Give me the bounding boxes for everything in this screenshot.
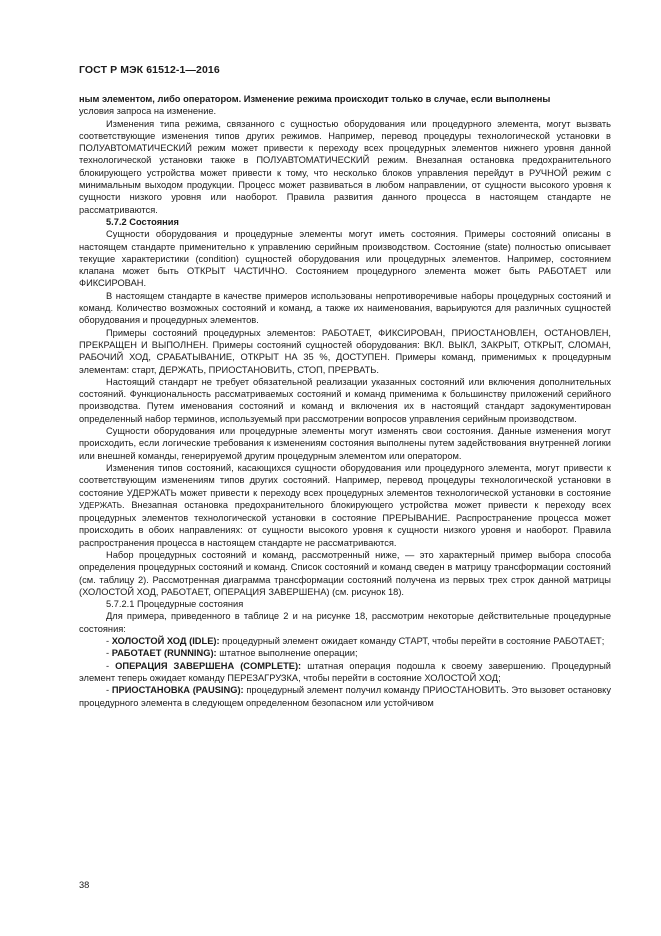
section-heading-5-7-2: 5.7.2 Состояния bbox=[106, 216, 179, 227]
paragraph-lead-continuation: условия запроса на изменение. bbox=[79, 106, 217, 117]
paragraph-state-set: Набор процедурных состояний и команд, рассмотренный ниже, — это характерный пример выбора способа определения процедурных состояний и команд. Список состояний и команд сведен в матрицу трансформации состояний (см. таблицу 2). Рассмотренная диаграмма трансформации состояний получена из первых трех строк данной матрицы (ХОЛОСТОЙ ХОД, РАБОТАЕТ, ОПЕРАЦИЯ ЗАВЕРШЕНА) (см. рисунок 18). bbox=[79, 549, 611, 597]
paragraph-states-examples: Примеры состояний процедурных элементов: РАБОТАЕТ, ФИКСИРОВАН, ПРИОСТАНОВЛЕН, ОСТАНОВЛЕН, ПРЕКРАЩЕН И ВЫПОЛНЕН. Примеры состояний сущностей оборудования: ВКЛ. ВЫКЛ, ЗАКРЫТ, ОТКРЫТ, СЛОМАН, РАБОЧИЙ ХОД, СРАБАТЫВАНИЕ, ОТКРЫТ НА 35 %, ДОСТУПЕН. Примеры команд, применимых к процедурным элементам: старт, ДЕРЖАТЬ, ПРИОСТАНОВИТЬ, СТОП, ПРЕРВАТЬ. bbox=[79, 327, 611, 375]
paragraph-states-sets: В настоящем стандарте в качестве примеров использованы непротиворечивые наборы процедурных состояний и команд. Количество возможных состояний и команд, а также их наименования, варьируются для различных сущностей оборудования и процедурных элементов. bbox=[79, 290, 611, 326]
paragraph-mode-changes: Изменения типа режима, связанного с сущностью оборудования или процедурного элемента, могут вызвать соответствующие изменения типов других режимов. Например, перевод процедуры технологической установки в ПОЛУАВТОМАТИЧЕСКИЙ режим может привести к переходу всех процедурных элементов нижнего уровня данной технологической установки также в ПОЛУАВТОМАТИЧЕСКИЙ режим. Внезапная остановка предохранительного блокирующего устройства может привести к тому, что несколько блоков управления перейдут в РУЧНОЙ режим с минимальным выходом продукции. Процесс может развиваться в любом направлении, от сущности высокого уровня к сущности низкого уровня или наоборот. Правила развития данного процесса в настоящем стандарте не рассматриваются. bbox=[79, 118, 611, 215]
section-heading-5-7-2-1: 5.7.2.1 Процедурные состояния bbox=[106, 599, 244, 610]
paragraph-procedural-states-intro: Для примера, приведенного в таблице 2 и на рисунке 18, рассмотрим некоторые действительные процедурные состояния: bbox=[79, 611, 611, 634]
list-item: - РАБОТАЕТ (RUNNING): штатное выполнение операции; bbox=[106, 648, 358, 659]
page-number: 38 bbox=[79, 880, 90, 890]
paragraph-states-intro: Сущности оборудования и процедурные элементы могут иметь состояния. Примеры состояний описаны в настоящем стандарте применительно к управлению серийным производством. Состояние (state) полностью описывает текущие характеристики (condition) сущностей оборудования или процедурных элементов. Например, состоянием клапана может быть ОТКРЫТ ЧАСТИЧНО. Состоянием процедурного элемента может быть РАБОТАЕТ или ФИКСИРОВАН. bbox=[79, 229, 611, 289]
paragraph-states-change: Сущности оборудования или процедурные элементы могут изменять свои состояния. Данные изменения могут происходить, если логические требования к изменениям состояния выполнены путем задействования внутренней логики или внешней команды, генерируемой другим процедурным элементом или оператором. bbox=[79, 426, 611, 461]
paragraph-lead: ным элементом, либо оператором. Изменение режима происходит только в случае, если выполнены bbox=[79, 94, 551, 104]
paragraph-states-not-required: Настоящий стандарт не требует обязательной реализации указанных состояний или включения дополнительных состояний. Функциональность рассматриваемых состояний и команд применима к большинству приложений серийного производства. Путем именования состояний и команд и включения их в настоящий стандарт задокументирован определенный набор терминов, используемый при рассмотрении вопросов управления серийным производством. bbox=[79, 376, 611, 424]
document-body bbox=[79, 93, 611, 709]
list-item: - ХОЛОСТОЙ ХОД (IDLE): процедурный элемент ожидает команду СТАРТ, чтобы перейти в состояние РАБОТАЕТ; bbox=[106, 636, 605, 647]
paragraph-state-type-changes: Изменения типов состояний, касающихся сущности оборудования или процедурного элемента, могут привести к соответствующим изменениям типов других состояний. Например, перевод процедуры технологической установки в состояние УДЕРЖАТЬ может привести к переходу всех процедурных элементов технологической установки в состояние УДЕРЖАТЬ. Внезапная остановка предохранительного блокирующего устройства может привести к переходу всех процедурных элементов технологической установки в состояние ПРЕРЫВАНИЕ. Распространение процесса может происходить в обоих направлениях: от сущности высокого уровня к сущности низкого уровня и наоборот. Правила распространения процесса в настоящем стандарте не рассматриваются. bbox=[79, 462, 611, 548]
document-header: ГОСТ Р МЭК 61512-1—2016 bbox=[79, 64, 220, 76]
list-item: - ОПЕРАЦИЯ ЗАВЕРШЕНА (COMPLETE): штатная операция подошла к своему завершению. Процедурный элемент теперь ожидает команду ПЕРЕЗАГРУЗКА, чтобы перейти в состояние ХОЛОСТОЙ ХОД; bbox=[79, 660, 611, 683]
list-item: - ПРИОСТАНОВКА (PAUSING): процедурный элемент получил команду ПРИОСТАНОВИТЬ. Это вызовет остановку процедурного элемента в следующем определенном безопасном или устойчивом bbox=[79, 685, 611, 708]
